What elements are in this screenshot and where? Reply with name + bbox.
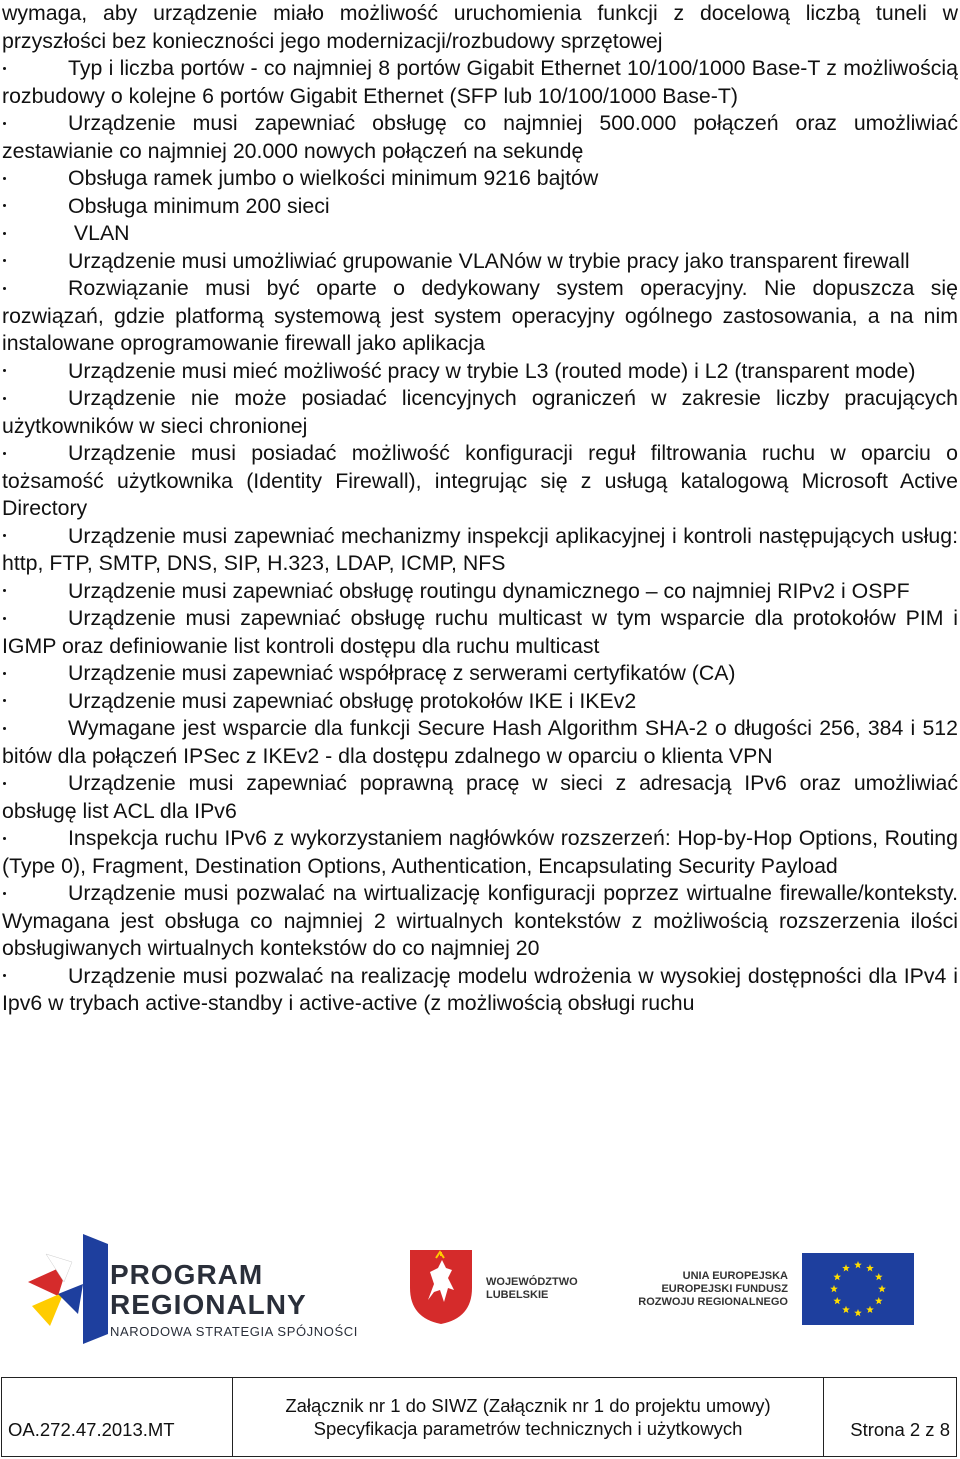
paragraph-text: Urządzenie musi zapewniać obsługę routingu dynamicznego – co najmniej RIPv2 i OSPF: [68, 578, 910, 603]
program-line1: PROGRAM: [110, 1259, 264, 1290]
paragraph-text: Obsługa ramek jumbo o wielkości minimum 9216 bajtów: [68, 166, 599, 190]
logo-bar: [0, 1228, 960, 1348]
footer-title-line1: Załącznik nr 1 do SIWZ (Załącznik nr 1 do projektu umowy): [285, 1395, 771, 1416]
bullet-icon: [3, 204, 6, 207]
bullet-item: [2, 275, 958, 358]
bullet-icon: [3, 974, 6, 977]
ue-line1: UNIA EUROPEJSKA: [682, 1270, 788, 1282]
bullet-item: [2, 880, 958, 963]
program-regionalny-text: [110, 1260, 358, 1339]
bullet-icon: [3, 232, 6, 235]
bullet-icon: [3, 122, 6, 125]
paragraph-text: Urządzenie musi zapewniać obsługę ruchu multicast w tym wsparcie dla protokołów PIM i IGMP oraz definiowanie list kontroli dostępu dla ruchu multicast: [2, 606, 958, 658]
bullet-item: [2, 358, 958, 386]
eu-flag-icon: [802, 1253, 914, 1325]
bullet-item: [2, 110, 958, 165]
bullet-item: [2, 385, 958, 440]
bullet-icon: [3, 259, 6, 262]
footer-title: [233, 1378, 824, 1457]
footer-page-number: Strona 2 z 8: [824, 1378, 957, 1457]
bullet-item: [2, 770, 958, 825]
bullet-icon: [3, 287, 6, 290]
paragraph-text: Urządzenie musi pozwalać na realizację modelu wdrożenia w wysokiej dostępności dla IPv4 i Ipv6 w trybach active-standby i active-active (z możliwością obsługi ruchu: [2, 963, 958, 1015]
paragraph-text: Wymagane jest wsparcie dla funkcji Secure Hash Algorithm SHA-2 o długości 256, 384 i 512 bitów dla połączeń IPSec z IKEv2 - dla dostępu zdalnego w oparciu o klienta VPN: [2, 716, 958, 768]
paragraph-text: Typ i liczba portów - co najmniej 8 portów Gigabit Ethernet 10/100/1000 Base-T z możliwością rozbudowy o kolejne 6 portów Gigabit Ethernet (SFP lub 10/100/1000 Base-T): [2, 56, 958, 108]
paragraph-text: Urządzenie musi zapewniać współpracę z serwerami certyfikatów (CA): [68, 661, 736, 685]
paragraph-text: Rozwiązanie musi być oparte o dedykowany system operacyjny. Nie dopuszcza się rozwiązań, gdzie platformą systemową jest system operacyjny ogólnego zastosowania, a na nim instalowane oprogramowanie firewall jako aplikacja: [2, 276, 958, 355]
paragraph-text: Urządzenie musi zapewniać poprawną pracę w sieci z adresacją IPv6 oraz umożliwiać obsługę list ACL dla IPv6: [2, 771, 958, 823]
program-regionalny-logo-icon: [28, 1234, 108, 1344]
bullet-icon: [3, 782, 6, 785]
bullet-item: [2, 55, 958, 110]
bullet-item: [2, 825, 958, 880]
bullet-icon: [3, 534, 6, 537]
bullet-icon: [3, 589, 6, 592]
woj-line2: LUBELSKIE: [486, 1289, 549, 1301]
bullet-item: [2, 248, 958, 276]
bullet-icon: [3, 837, 6, 840]
paragraph-text: Urządzenie musi mieć możliwość pracy w trybie L3 (routed mode) i L2 (transparent mode): [68, 358, 916, 383]
bullet-icon: [3, 397, 6, 400]
paragraph-text: Urządzenie musi zapewniać mechanizmy inspekcji aplikacyjnej i kontroli następujących usług: http, FTP, SMTP, DNS, SIP, H.323, LDAP, ICMP, NFS: [2, 523, 958, 575]
bullet-item: [2, 578, 958, 606]
program-line3: NARODOWA STRATEGIA SPÓJNOŚCI: [110, 1324, 358, 1339]
footer-title-line2: Specyfikacja parametrów technicznych i użytkowych: [313, 1418, 743, 1439]
paragraph-text: Urządzenie musi zapewniać obsługę protokołów IKE i IKEv2: [68, 688, 637, 713]
bullet-icon: [3, 177, 6, 180]
paragraph-text: Urządzenie musi posiadać możliwość konfiguracji reguł filtrowania ruchu w oparciu o tożsamość użytkownika (Identity Firewall), integrując się z usługą katalogową Microsoft Active Directory: [2, 441, 958, 520]
bullet-item: [2, 220, 958, 248]
bullet-item: [2, 963, 958, 1018]
bullet-item: [2, 715, 958, 770]
bullet-item: [2, 440, 958, 523]
ue-line3: ROZWOJU REGIONALNEGO: [638, 1296, 788, 1308]
paragraph-text: Urządzenie musi pozwalać na wirtualizację konfiguracji poprzez wirtualne firewalle/konteksty. Wymagana jest obsługa co najmniej 2 wirtualnych kontekstów z możliwością rozszerzenia ilości obsługiwanych wirtualnych kontekstów do co najmniej 20: [2, 881, 958, 960]
bullet-item: [2, 193, 958, 221]
bullet-icon: [3, 67, 6, 70]
bullet-item: [2, 165, 958, 193]
bullet-icon: [3, 617, 6, 620]
bullet-icon: [3, 892, 6, 895]
footer-reference: OA.272.47.2013.MT: [2, 1378, 233, 1457]
program-line2: REGIONALNY: [110, 1289, 307, 1320]
bullet-icon: [3, 369, 6, 372]
bullet-icon: [3, 672, 6, 675]
paragraph-text: Urządzenie nie może posiadać licencyjnych ograniczeń w zakresie liczby pracujących użytkowników w sieci chronionej: [2, 386, 958, 438]
bullet-item: [2, 660, 958, 688]
woj-line1: WOJEWÓDZTWO: [486, 1276, 578, 1288]
bullet-icon: [3, 727, 6, 730]
bullet-item: [2, 688, 958, 716]
bullet-item: [2, 605, 958, 660]
bullet-icon: [3, 699, 6, 702]
bullet-icon: [3, 452, 6, 455]
paragraph-text: Inspekcja ruchu IPv6 z wykorzystaniem nagłówków rozszerzeń: Hop-by-Hop Options, Routing (Type 0), Fragment, Destination Options, Authentication, Encapsulating Security Payload: [2, 826, 958, 878]
paragraph-text: VLAN: [68, 221, 130, 245]
wojewodztwo-shield-icon: [408, 1248, 474, 1326]
paragraph: [2, 0, 958, 55]
ue-line2: EUROPEJSKI FUNDUSZ: [661, 1283, 788, 1295]
paragraph-text: Urządzenie musi umożliwiać grupowanie VLANów w trybie pracy jako transparent firewall: [68, 248, 910, 273]
paragraph-text: wymaga, aby urządzenie miało możliwość uruchomienia funkcji z docelową liczbą tuneli w przyszłości bez konieczności jego modernizacji/rozbudowy sprzętowej: [2, 1, 958, 53]
bullet-item: [2, 523, 958, 578]
document-body: [2, 0, 958, 1018]
paragraph-text: Obsługa minimum 200 sieci: [68, 193, 330, 218]
paragraph-text: Urządzenie musi zapewniać obsługę co najmniej 500.000 połączeń oraz umożliwiać zestawianie co najmniej 20.000 nowych połączeń na sekundę: [2, 111, 958, 163]
page-footer: [1, 1377, 957, 1457]
wojewodztwo-text: [486, 1276, 578, 1302]
eu-text: [636, 1270, 788, 1309]
